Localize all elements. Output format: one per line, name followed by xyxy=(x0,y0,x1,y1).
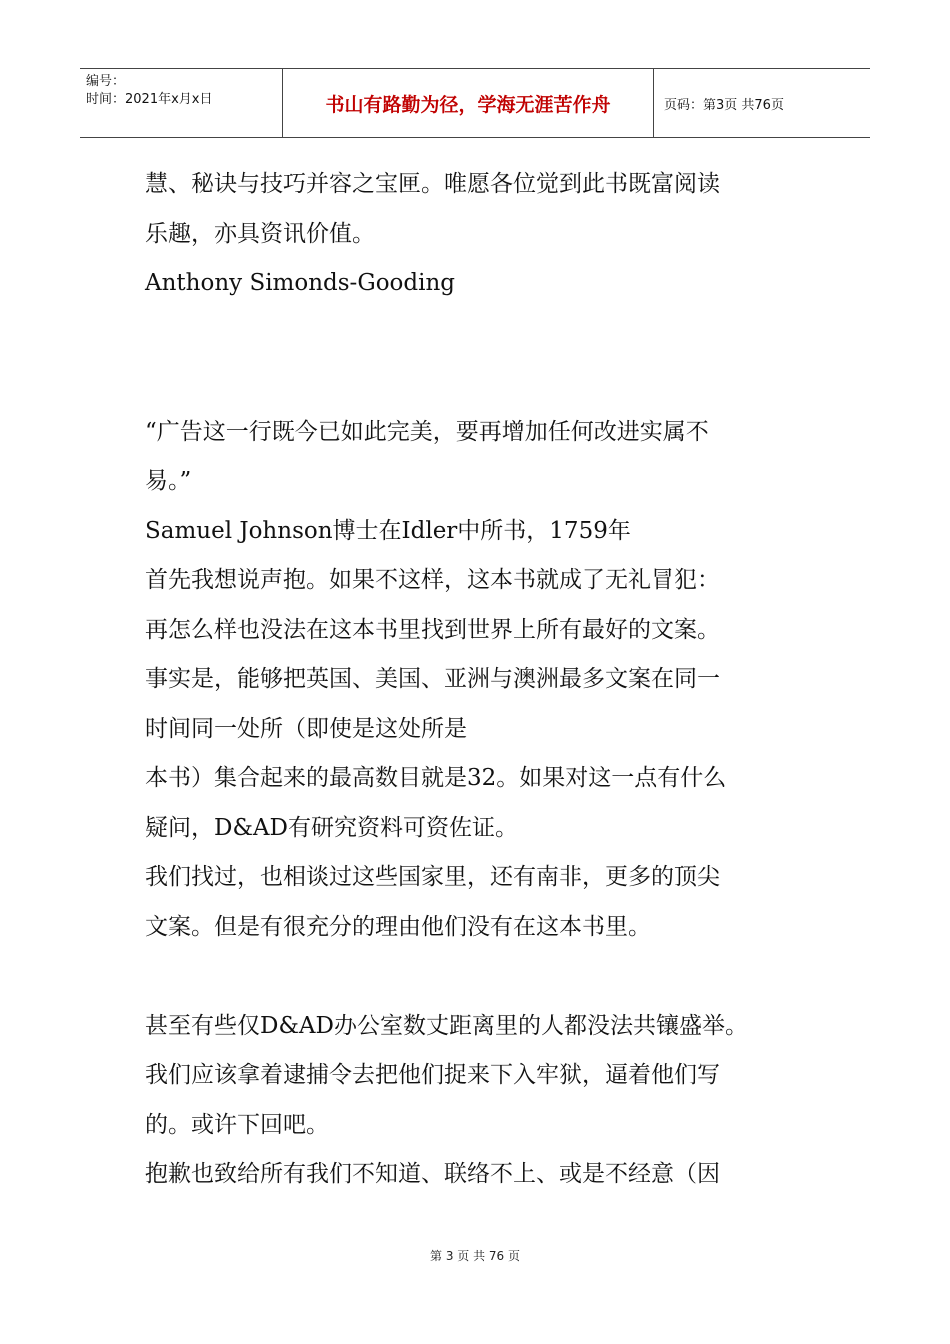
blank-line xyxy=(145,358,835,408)
body-line: 事实是，能够把英国、美国、亚洲与澳洲最多文案在同一 xyxy=(145,666,720,692)
body-line: 再怎么样也没法在这本书里找到世界上所有最好的文案。 xyxy=(145,616,720,643)
header-page-info: 页码：第3页 共76页 xyxy=(664,97,784,113)
body-line: “广告这一行既今已如此完美，要再增加任何改进实属不 xyxy=(145,418,709,445)
blank-line xyxy=(145,309,835,359)
body-line: 本书）集合起来的最高数目就是32。如果对这一点有什么 xyxy=(145,765,727,791)
body-line: 乐趣，亦具资讯价值。 xyxy=(145,220,375,247)
body-line: Anthony Simonds-Gooding xyxy=(145,270,456,296)
body-line: 我们应该拿着逮捕令去把他们捉来下入牢狱，逼着他们写 xyxy=(145,1062,720,1088)
body-line: 首先我想说声抱。如果不这样，这本书就成了无礼冒犯： xyxy=(145,567,720,593)
body-line: 我们找过，也相谈过这些国家里，还有南非，更多的顶尖 xyxy=(145,864,720,890)
body-line: Samuel Johnson博士在Idler中所书，1759年 xyxy=(145,517,631,544)
document-body xyxy=(145,160,835,1200)
page-footer: 第 3 页 共 76 页 xyxy=(430,1249,520,1263)
date-label: 时间：2021年x月x日 xyxy=(86,92,213,107)
body-line: 疑问，D&AD有研究资料可资佐证。 xyxy=(145,814,518,841)
body-line: 甚至有些仅D&AD办公室数丈距离里的人都没法共镶盛举。 xyxy=(145,1012,748,1039)
page-header xyxy=(80,68,870,138)
body-line: 易。” xyxy=(145,468,192,494)
body-line: 时间同一处所（即使是这处所是 xyxy=(145,715,467,742)
body-line: 文案。但是有很充分的理由他们没有在这本书里。 xyxy=(145,913,651,940)
body-line: 的。或许下回吧。 xyxy=(145,1111,329,1138)
header-meta xyxy=(80,69,282,137)
blank-line xyxy=(145,952,835,1002)
header-motto: 书山有路勤为径，学海无涯苦作舟 xyxy=(282,69,654,137)
serial-label: 编号： xyxy=(86,74,126,89)
body-line: 慧、秘诀与技巧并容之宝匣。唯愿各位觉到此书既富阅读 xyxy=(145,171,720,197)
body-line: 抱歉也致给所有我们不知道、联络不上、或是不经意（因 xyxy=(145,1161,720,1187)
